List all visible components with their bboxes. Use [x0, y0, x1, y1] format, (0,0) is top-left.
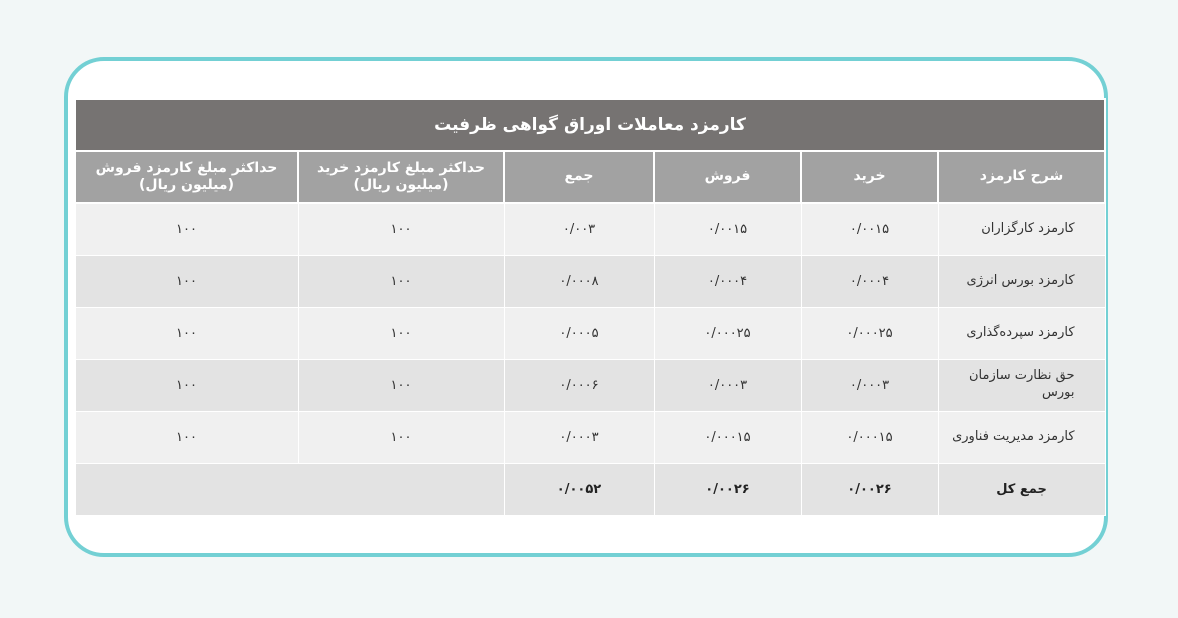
fee-table-wrapper [74, 98, 1104, 516]
row-max-sell: ۱۰۰ [75, 411, 298, 463]
row-total: ۰/۰۰۰۶ [504, 359, 654, 411]
row-buy: ۰/۰۰۰۳ [801, 359, 938, 411]
row-max-sell: ۱۰۰ [75, 255, 298, 307]
header-max-sell: حداکثر مبلغ کارمزد فروش (میلیون ریال) [75, 151, 298, 203]
table-row [75, 307, 1105, 359]
total-empty-cell [75, 463, 504, 515]
table-row [75, 255, 1105, 307]
row-max-sell: ۱۰۰ [75, 307, 298, 359]
total-label: جمع کل [938, 463, 1105, 515]
total-buy: ۰/۰۰۲۶ [801, 463, 938, 515]
row-description: حق نظارت سازمان بورس [938, 359, 1105, 411]
row-description: کارمزد بورس انرژی [938, 255, 1105, 307]
row-description: کارمزد مدیریت فناوری [938, 411, 1105, 463]
header-description: شرح کارمزد [938, 151, 1105, 203]
total-sum: ۰/۰۰۵۲ [504, 463, 654, 515]
row-sell: ۰/۰۰۰۲۵ [654, 307, 801, 359]
row-sell: ۰/۰۰۰۱۵ [654, 411, 801, 463]
row-sell: ۰/۰۰۰۴ [654, 255, 801, 307]
row-max-buy: ۱۰۰ [298, 203, 504, 255]
row-max-sell: ۱۰۰ [75, 203, 298, 255]
row-max-buy: ۱۰۰ [298, 359, 504, 411]
row-sell: ۰/۰۰۱۵ [654, 203, 801, 255]
table-total-row [75, 463, 1105, 515]
row-description: کارمزد کارگزاران [938, 203, 1105, 255]
row-total: ۰/۰۰۰۸ [504, 255, 654, 307]
fee-card [64, 57, 1108, 557]
row-buy: ۰/۰۰۰۴ [801, 255, 938, 307]
row-max-buy: ۱۰۰ [298, 255, 504, 307]
table-row [75, 359, 1105, 411]
row-description: کارمزد سپرده‌گذاری [938, 307, 1105, 359]
row-total: ۰/۰۰۳ [504, 203, 654, 255]
row-max-sell: ۱۰۰ [75, 359, 298, 411]
row-total: ۰/۰۰۰۳ [504, 411, 654, 463]
row-buy: ۰/۰۰۰۱۵ [801, 411, 938, 463]
table-title-row [75, 99, 1105, 151]
total-sell: ۰/۰۰۲۶ [654, 463, 801, 515]
header-total: جمع [504, 151, 654, 203]
header-sell: فروش [654, 151, 801, 203]
row-total: ۰/۰۰۰۵ [504, 307, 654, 359]
header-buy: خرید [801, 151, 938, 203]
row-sell: ۰/۰۰۰۳ [654, 359, 801, 411]
header-max-buy: حداکثر مبلغ کارمزد خرید (میلیون ریال) [298, 151, 504, 203]
fee-table [74, 98, 1106, 516]
row-max-buy: ۱۰۰ [298, 307, 504, 359]
row-buy: ۰/۰۰۰۲۵ [801, 307, 938, 359]
row-max-buy: ۱۰۰ [298, 411, 504, 463]
table-row [75, 203, 1105, 255]
table-row [75, 411, 1105, 463]
row-buy: ۰/۰۰۱۵ [801, 203, 938, 255]
table-title: کارمزد معاملات اوراق گواهی ظرفیت [75, 99, 1105, 151]
table-header-row [75, 151, 1105, 203]
